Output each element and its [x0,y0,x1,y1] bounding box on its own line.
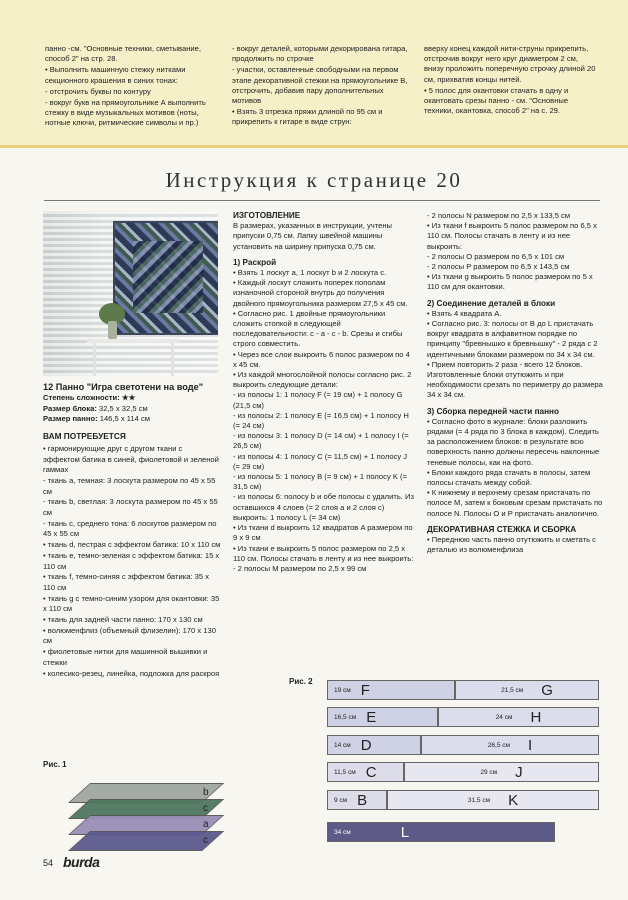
strip-measure: 21,5 см [501,686,524,694]
quilt-photo [43,211,218,376]
cutting-strip [327,680,599,700]
strip-segment [327,762,404,782]
vase-image [108,321,117,339]
instruction-text: - из полосы 2: 1 полосу E (= 16,5 см) + 1 полосу H (= 24 см) [233,410,409,431]
middle-column [233,211,414,574]
needs-item: - ткань b, светлая: 3 лоскута размером по 45 x 55 см [43,497,218,518]
instruction-text: - 2 полосы O размером по 6,5 x 101 см [427,251,565,261]
strip-segment [404,762,599,782]
needs-item: • ткань для задней части панно: 170 x 130 см [43,615,203,625]
layer-letter: b [203,787,209,798]
strip-measure: 9 см [334,796,348,804]
instruction-text: - из полосы 1: 1 полосу F (= 19 см) + 1 полосу G (21,5 см) [233,390,403,410]
strip-measure: 11,5 см [334,768,356,776]
needs-item: • ткань g с темно-синим узором для окантовки: 35 x 110 см [43,593,220,614]
strip-measure: 19 см [334,686,351,694]
cutting-strip [327,707,599,727]
instruction-text: • Переднюю часть панно отутюжить и сметать с деталью из волюменфлиза [427,535,596,555]
strip-measure: 24 см [495,713,513,721]
subheading: 1) Раскрой [233,257,277,267]
right-column [427,211,603,556]
needs-list [43,444,221,679]
subheading: ДЕКОРАТИВНАЯ СТЕЖКА И СБОРКА [427,524,577,534]
strip-letter: K [508,791,519,809]
figure-2-label: Рис. 2 [289,677,313,686]
table-image [87,339,179,343]
strip-measure: 14 см [334,741,351,749]
instruction-text: • Из ткани f выкроить 5 полос размером по 6,5 x 110 см. Полосы стачать в ленту и из нее выкроить: [427,221,597,251]
instruction-text: • Прием повторить 2 раза - всего 12 блоков. Изготовленные блоки отутюжить и при необходимости срезать по периметру до размера 34 x 34 см. [427,359,603,400]
strip-segment [455,680,599,700]
strip-segment [327,707,438,727]
needs-item: - ткань a, темная: 3 лоскута размером по 45 x 55 см [43,475,216,496]
top-text: - вокруг букв на прямоугольнике А выполнить стежку в виде музыкальных мотивов (ноты, нотные ключи, ритмические символы и пр.) [45,98,206,128]
block-size-label: Размер блока: [43,403,97,413]
panel-size-label: Размер панно: [43,414,98,424]
instruction-text: • Из ткани e выкроить 5 полос размером по 2,5 x 110 см. Полосы стачать в ленту и из нее выкроить: [233,543,414,563]
cutting-strip [327,790,599,810]
difficulty-line [43,393,221,404]
table-leg [93,343,96,376]
instruction-text: В размерах, указанных в инструкции, учтены припуски 0,75 см. Лапку швейной машины установить на ширину припуска 0,75 см. [233,221,392,251]
instruction-text: • Взять 4 квадрата A. [427,308,502,318]
strip-letter: J [515,763,523,781]
instruction-text: • Блоки каждого ряда стачать в полосы, затем полосы стачать между собой. [427,467,591,488]
top-text: • 5 полос для окантовки стачать в одну и окантовать срезы панно - см. "Основные техники, окантовка, способ 2" на с. 29. [424,85,569,116]
strip-segment [438,707,599,727]
needs-item: - ткань c, среднего тона: 6 лоскутов размером по 45 x 55 см [43,518,217,539]
figure-1-label: Рис. 1 [43,760,67,769]
item-title: 12 Панно "Игра светотени на воде" [43,382,204,392]
strip-measure: 16,5 см [334,713,357,721]
instruction-text: • Из ткани d выкроить 12 квадратов A размером по 9 x 9 см [233,523,413,543]
strip-letter: L [400,823,410,841]
instruction-text: - из полосы 4: 1 полосу C (= 11,5 см) + 1 полосу J (= 29 см) [233,451,408,471]
difficulty-label: Степень сложности: [43,393,120,402]
top-text: панно -см. "Основные техники, сметывание, способ 2" на стр. 28. [45,44,201,64]
subheading: 3) Сборка передней части панно [427,406,559,416]
strip-letter: G [541,681,553,699]
instruction-text: • Из каждой многослойной полосы согласно рис. 2 выкроить следующие детали: [233,370,412,390]
top-column-3 [424,44,599,117]
brand-logo: burda [63,854,100,870]
instruction-text: • Из ткани g выкроить 5 полос размером по 5 x 110 см для окантовки. [427,272,593,292]
strip-measure: 29 см [480,768,498,776]
cutting-strip [327,762,599,782]
top-column-1 [45,44,217,130]
instruction-text: - 2 полосы P размером по 6,5 x 143,5 см [427,262,570,272]
top-text: - участки, оставленные свободными на первом этапе декоративной стежки на прямоугольнике В, отстрочить, добавив пару дополнительных мотивов [232,65,408,106]
needs-item: • ткань d, пестрая с эффектом батика: 10 x 110 см [43,540,221,550]
strip-measure: 26,5 см [487,741,510,749]
instruction-text: - из полосы 3: 1 полосу D (= 14 см) + 1 полосу I (= 26,5 см) [233,431,409,451]
section-heading: Инструкция к странице 20 [165,168,463,192]
top-column-2 [232,44,410,129]
panel-size-line [43,414,221,425]
strip-letter: C [365,763,377,781]
strip-letter: D [360,736,372,754]
strip-segment [327,735,421,755]
instruction-text: • Согласно рис. 1 двойные прямоугольники сложить стопкой в следующей последовательности: c - a - c - b. Срезы и сгибы строго совместить. [233,308,403,349]
instruction-text: - из полосы 6: полосу b и обе полосы c удалить. Из оставшихся 4 слоев (= 2 слоя a и 2 слоя c) выкроить: 1 полосу L (= 34 см) [233,492,414,522]
strip-letter: I [528,736,533,754]
instruction-text: • Согласно фото в журнале: блоки разложить рядами (= 4 ряда по 3 блока в каждом). Следить за расположением блоков: в результате всю поверхность панно должны пересечь наклонные теневые полосы, как на фото. [427,416,600,467]
strip-segment [387,790,599,810]
needs-item: • ткань f, темно-синяя с эффектом батика: 35 x 110 см [43,572,209,592]
cutting-strip [327,735,599,755]
layer-letter: a [203,819,209,830]
subheading: 2) Соединение деталей в блоки [427,298,556,308]
cutting-strip [327,822,599,842]
fabric-layer [68,831,224,851]
quilt-panel-image [113,221,218,335]
top-text: • Выполнить машинную стежку нитками секционного крашения в синих тонах: [45,65,186,85]
instruction-text: • Через все слои выкроить 6 полос размером по 4 x 45 см. [233,349,410,369]
left-column [43,381,221,679]
instruction-text: - 2 полосы N размером по 2,5 x 133,5 см [427,211,571,220]
strip-letter: H [530,708,542,726]
needs-item: • колесико-резец, линейка, подложка для раскроя [43,668,220,678]
heading-divider [44,200,600,201]
strip-measure: 31,5 см [467,796,491,804]
table-leg [171,343,174,376]
strip-measure: 34 см [334,828,351,836]
needs-item: • ткань e, темно-зеленая с эффектом батика: 15 x 110 см [43,550,220,571]
strip-segment [421,735,599,755]
needs-item: • фиолетовые нитки для машинной вышивки и стежки [43,647,208,667]
top-text: - отстрочить буквы по контуру [45,86,151,96]
difficulty-stars: ★★ [121,393,136,402]
top-text: вверху конец каждой нити-струны прикрепить, отстрочив вокруг него круг диаметром 2 см, внизу проложить поперечную строчку длиной 20 см, прихватив концы нитей. [424,44,596,84]
strip-segment [327,790,387,810]
needs-item: • гармонирующие друг с другом ткани с эффектом батика в синей, фиолетовой и зеленой гаммах [43,443,219,475]
strip-letter: F [360,681,370,699]
strip-letter: B [357,791,368,809]
needs-title: ВАМ ПОТРЕБУЕТСЯ [43,431,126,442]
block-size-line [43,404,221,415]
instruction-text: • К нижнему и верхнему срезам пристачать по полосе M, затем к боковым срезам пристачать по полосе N. Полосы O и P пристачать аналогично. [427,488,603,518]
layer-letter: c [203,835,208,846]
page-number: 54 [43,858,54,868]
band-divider [0,145,628,148]
panel-size-value: 146,5 x 114 см [99,414,150,424]
top-text: • Взять 3 отрезка пряжи длиной по 95 см и прикрепить к гитаре в виде струн: [232,107,383,127]
strip-segment [327,680,455,700]
needs-item: • волюменфлиз (объемный флизелин): 170 x 130 см [43,625,216,646]
instruction-text: • Каждый лоскут сложить поперек пополам изнаночной стороной внутрь до получения двойного прямоугольника размером 27,5 x 45 см. [233,278,408,308]
instruction-text: - из полосы 5: 1 полосу B (= 9 см) + 1 полосу K (= 31,5 см) [233,472,407,492]
subheading: ИЗГОТОВЛЕНИЕ [233,211,301,220]
layer-letter: c [203,803,208,814]
top-text: - вокруг деталей, которыми декорирована гитара, продолжить по строчке [232,44,408,64]
instruction-text: • Взять 1 лоскут a, 1 лоскут b и 2 лоскута c. [233,268,387,278]
block-size-value: 32,5 x 32,5 см [99,403,148,413]
instruction-text: - 2 полосы M размером по 2,5 x 99 см [233,563,367,573]
strip-segment [327,822,555,842]
strip-letter: E [366,708,377,726]
instruction-text: • Согласно рис. 3: полосы от B до L пристачать вокруг квадрата в алфавитном порядке по принципу "бревнышко к бревнышку" - 2 ряда с 2 идентичными блоками размером по 34 x 34 см. [427,319,598,359]
